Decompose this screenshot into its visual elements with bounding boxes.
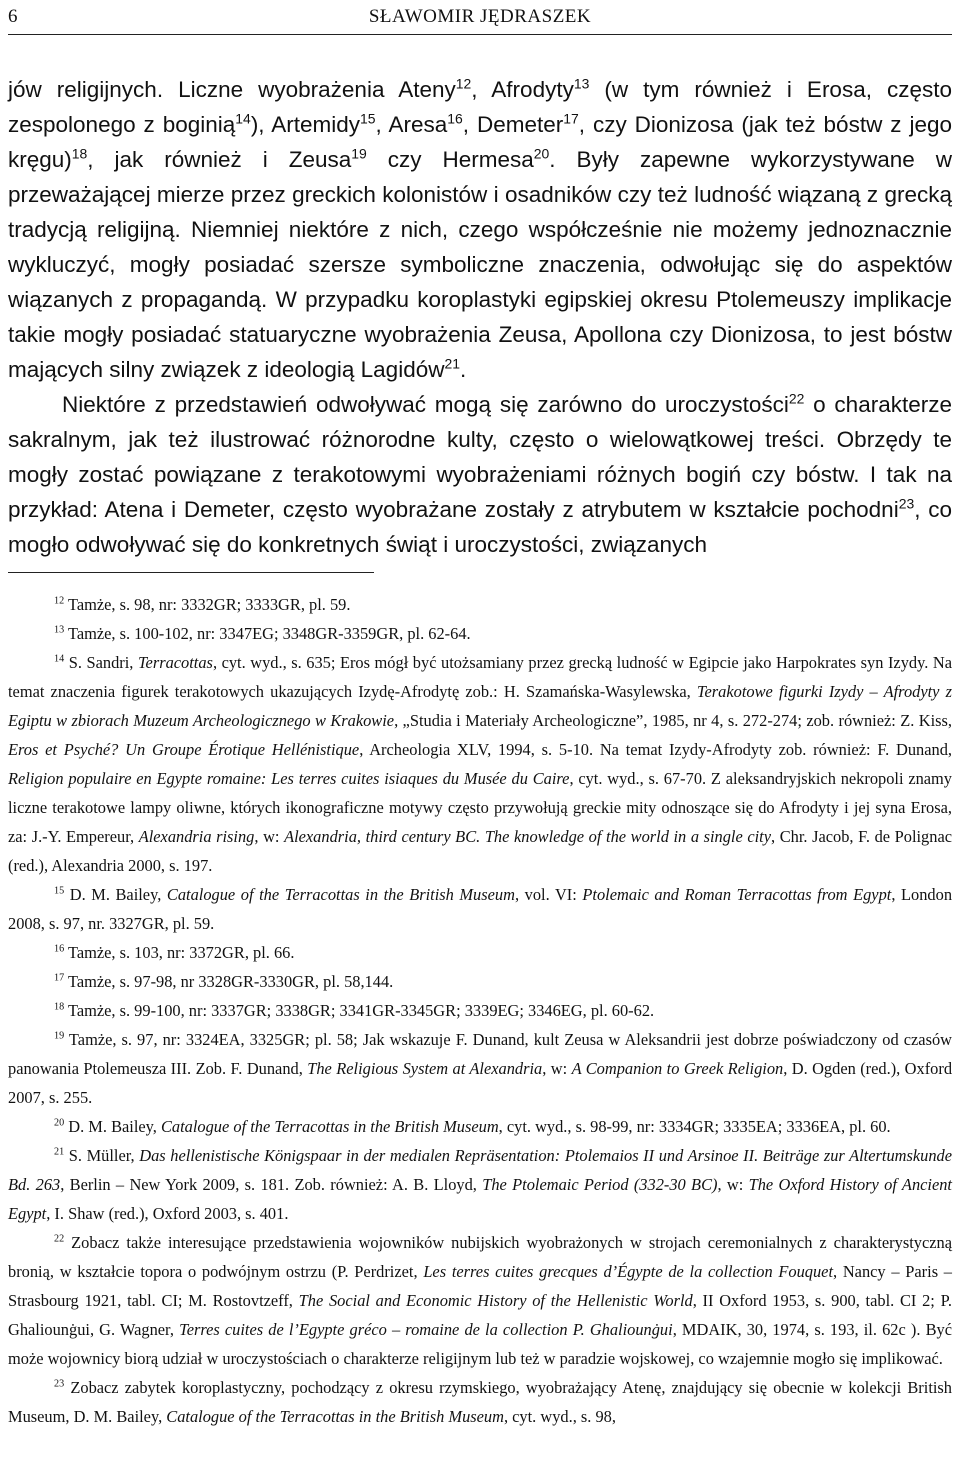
- footnote-12: $^{12}$ Tamże, s. 98, nr: 3332GR; 3333GR, pl. 59.: [54, 595, 351, 614]
- footnote-ref: 14: [235, 110, 251, 127]
- main-text: [8, 72, 952, 562]
- footnote-ref: 12: [455, 75, 472, 92]
- footnote-13: $^{13}$ Tamże, s. 100-102, nr: 3347EG; 3348GR-3359GR, pl. 62-64.: [54, 624, 471, 643]
- footnote-21: $^{21}$ S. Müller, Das hellenistische Königspaar in der medialen Repräsentation: Ptolemaios II und Arsinoe II. Beiträge zur Altertumskunde Bd. 263, Berlin – New York 2009, s. 181. Zob. również: A. B. Lloyd, The Ptolemaic Period (332-30 BC), w: The Oxford History of Ancient Egypt, I. Shaw (red.), Oxford 2003, s. 401.: [8, 1146, 952, 1223]
- footnote-22: $^{22}$ Zobacz także interesujące przedstawienia wojowników nubijskich wyobrażonych w strojach ceremonialnych z charakterystyczną bronią, w kształcie topora o podwójnym ostrzu (P. Perdrizet, Les terres cuites grecques d’Égypte de la collection Fouquet, Nancy – Paris – Strasbourg 1921, tabl. CI; M. Rostovtzeff, The Social and Economic History of the Hellenistic World, II Oxford 1953, s. 900, tabl. CI 2; P. Ghaliounġui, G. Wagner, Terres cuites de l’Egypte gréco – romaine de la collection P. Ghaliounġui, MDAIK, 30, 1974, s. 193, il. 62c ). Być może wojownicy biorą udział w uroczystościach o charakterze religijnym lub też w paradzie wojskowej, co wzajemnie mogło się implikować.: [8, 1233, 953, 1368]
- footnotes: [8, 590, 952, 1431]
- footnote-18: $^{18}$ Tamże, s. 99-100, nr: 3337GR; 3338GR; 3341GR-3345GR; 3339EG; 3346EG, pl. 60-62.: [54, 1001, 655, 1020]
- footnote-ref: 20: [533, 145, 550, 162]
- footnote-15: $^{15}$ D. M. Bailey, Catalogue of the Terracottas in the British Museum, vol. VI: Ptolemaic and Roman Terracottas from Egypt, London 2008, s. 97, nr. 3327GR, pl. 59.: [8, 885, 953, 933]
- running-head: SŁAWOMIR JĘDRASZEK: [368, 6, 592, 27]
- book-page: [8, 0, 952, 1477]
- footnote-rule: [8, 572, 374, 573]
- footnote-20: $^{20}$ D. M. Bailey, Catalogue of the Terracottas in the British Museum, cyt. wyd., s. 98-99, nr: 3334GR; 3335EA; 3336EA, pl. 60.: [54, 1117, 891, 1136]
- footnote-ref: 16: [447, 110, 463, 127]
- footnote-ref: 18: [71, 145, 88, 162]
- page-number: 6: [8, 6, 18, 27]
- footnote-ref: 17: [563, 110, 579, 127]
- footnote-14: $^{14}$ S. Sandri, Terracottas, cyt. wyd., s. 635; Eros mógł być utożsamiany przez grecką ludność w Egipcie jako Harpokrates syn Izydy. Na temat znaczenia figurek terakotowych ukazujących Izydę-Afrodytę zob.: H. Szamańska-Wasylewska, Terakotowe figurki Izydy – Afrodyty z Egiptu w zbiorach Muzeum Archeologicznego w Krakowie, „Studia i Materiały Archeologiczne”, 1985, nr 4, s. 272-274; zob. również: Z. Kiss, Eros et Psyché? Un Groupe Érotique Hellénistique, Archeologia XLV, 1994, s. 5-10. Na temat Izydy-Afrodyty zob. również: F. Dunand, Religion populaire en Egypte romaine: Les terres cuites isiaques du Musée du Caire, cyt. wyd., s. 67-70. Z aleksandryjskich nekropoli znamy liczne terakotowe lampy oliwne, których ikonograficzne motywy często przywołują greckie mity odnoszące się do Afrodyty i jej syna Erosa, za: J.-Y. Empereur, Alexandria rising, w: Alexandria, third century BC. The knowledge of the world in a single city, Chr. Jacob, F. de Polignac (red.), Alexandria 2000, s. 197.: [8, 653, 953, 875]
- page-header: [8, 6, 952, 34]
- footnote-ref: 22: [788, 390, 805, 407]
- footnote-23: $^{23}$ Zobacz zabytek koroplastyczny, pochodzący z okresu rzymskiego, wyobrażający Atenę, znajdujący się obecnie w kolekcji British Museum, D. M. Bailey, Catalogue of the Terracottas in the British Museum, cyt. wyd., s. 98,: [8, 1378, 952, 1426]
- header-rule: [8, 34, 952, 35]
- footnote-19: $^{19}$ Tamże, s. 97, nr: 3324EA, 3325GR; pl. 58; Jak wskazuje F. Dunand, kult Zeusa w Aleksandrii jest dobrze poświadczony od czasów panowania Ptolemeusza III. Zob. F. Dunand, The Religious System at Alexandria, w: A Companion to Greek Religion, D. Ogden (red.), Oxford 2007, s. 255.: [8, 1030, 953, 1107]
- footnote-ref: 19: [351, 145, 367, 162]
- footnote-ref: 21: [444, 355, 460, 372]
- footnote-ref: 15: [360, 110, 376, 127]
- body-paragraph-2: Niektóre z przedstawień odwoływać mogą się zarówno do uroczystości$^{22}$ o charakterze sakralnym, jak też ilustrować różnorodne kulty, często o wielowątkowej treści. Obrzędy te mogły zostać powiązane z terakotowymi wyobrażeniami różnych bogiń czy bóstw. I tak na przykład: Atena i Demeter, często wyobrażane zostały z atrybutem w kształcie pochodni$^{23}$, co mogło odwoływać się do konkretnych świąt i uroczystości, związanych: [8, 390, 952, 557]
- footnote-16: $^{16}$ Tamże, s. 103, nr: 3372GR, pl. 66.: [54, 943, 295, 962]
- body-paragraph-1: jów religijnych. Liczne wyobrażenia Ateny$^{12}$, Afrodyty$^{13}$ (w tym również i Erosa, często zespolonego z boginią$^{14}$), Artemidy$^{15}$, Aresa$^{16}$, Demeter$^{17}$, czy Dionizosa (jak też bóstw z jego kręgu)$^{18}$, jak również i Zeusa$^{19}$ czy Hermesa$^{20}$. Były zapewne wykorzystywane w przeważającej mierze przez greckich kolonistów i osadników czy też ludność wiązaną z grecką tradycją religijną. Niemniej niektóre z nich, czego współcześnie nie możemy jednoznacznie wykluczyć, mogły posiadać szersze symboliczne znaczenia, odwołując się do aspektów wiązanych z propagandą. W przypadku koroplastyki egipskiej okresu Ptolemeuszy implikacje takie mogły posiadać statuaryczne wyobrażenia Zeusa, Apollona czy Dionizosa, to jest bóstw mających silny związek z ideologią Lagidów$^{21}$.: [8, 75, 953, 382]
- footnote-ref: 23: [898, 495, 915, 512]
- footnote-17: $^{17}$ Tamże, s. 97-98, nr 3328GR-3330GR, pl. 58,144.: [54, 972, 394, 991]
- footnote-ref: 13: [573, 75, 590, 92]
